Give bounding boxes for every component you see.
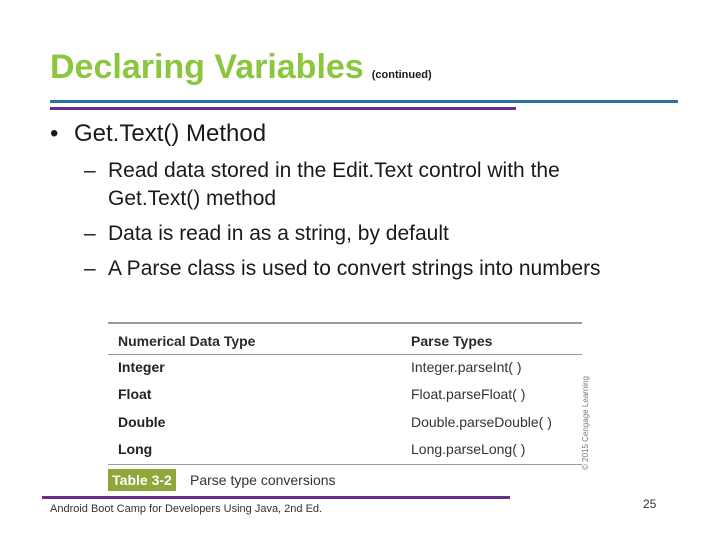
main-bullet [50,120,266,148]
table-top-rule [108,322,582,324]
sub-bullet-1 [84,157,644,213]
table-cell-parse: Float.parseFloat( ) [411,386,526,402]
table-caption-text: Parse type conversions [190,472,336,488]
title-rule-blue [50,100,678,103]
table-header-type: Numerical Data Type [118,333,256,349]
table-caption-label: Table 3-2 [108,469,176,491]
table-header-rule [108,354,582,355]
sub-bullet-text: A Parse class is used to convert strings into numbers [108,257,601,280]
copyright-notice: © 2015 Cengage Learning [581,376,590,470]
title-suffix: (continued) [371,69,432,81]
slide-title-text: Declaring Variables [50,48,364,86]
table-cell-type: Double [118,414,166,430]
table-bottom-rule [108,464,582,465]
sub-bullet-dash: – [84,257,96,280]
sub-bullet-2 [84,220,644,248]
footer-text: Android Boot Camp for Developers Using Java, 2nd Ed. [50,503,323,515]
main-bullet-text: Get.Text() Method [74,120,267,147]
table-cell-type: Float [118,386,152,402]
table-cell-type: Integer [118,359,165,375]
slide-title [50,48,432,87]
sub-bullet-dash: – [84,159,96,182]
title-rule-purple [50,107,516,110]
sub-bullet-3 [84,255,644,283]
table-header-parse: Parse Types [411,333,493,349]
footer-rule [42,496,510,499]
page-number: 25 [643,497,657,511]
bullet-symbol: • [50,120,59,147]
sub-bullet-text: Read data stored in the Edit.Text control with the Get.Text() method [108,159,560,210]
table-cell-type: Long [118,441,153,457]
table-cell-parse: Integer.parseInt( ) [411,359,522,375]
sub-bullet-dash: – [84,222,96,245]
sub-bullet-text: Data is read in as a string, by default [108,222,449,245]
table-cell-parse: Double.parseDouble( ) [411,414,552,430]
table-cell-parse: Long.parseLong( ) [411,441,526,457]
